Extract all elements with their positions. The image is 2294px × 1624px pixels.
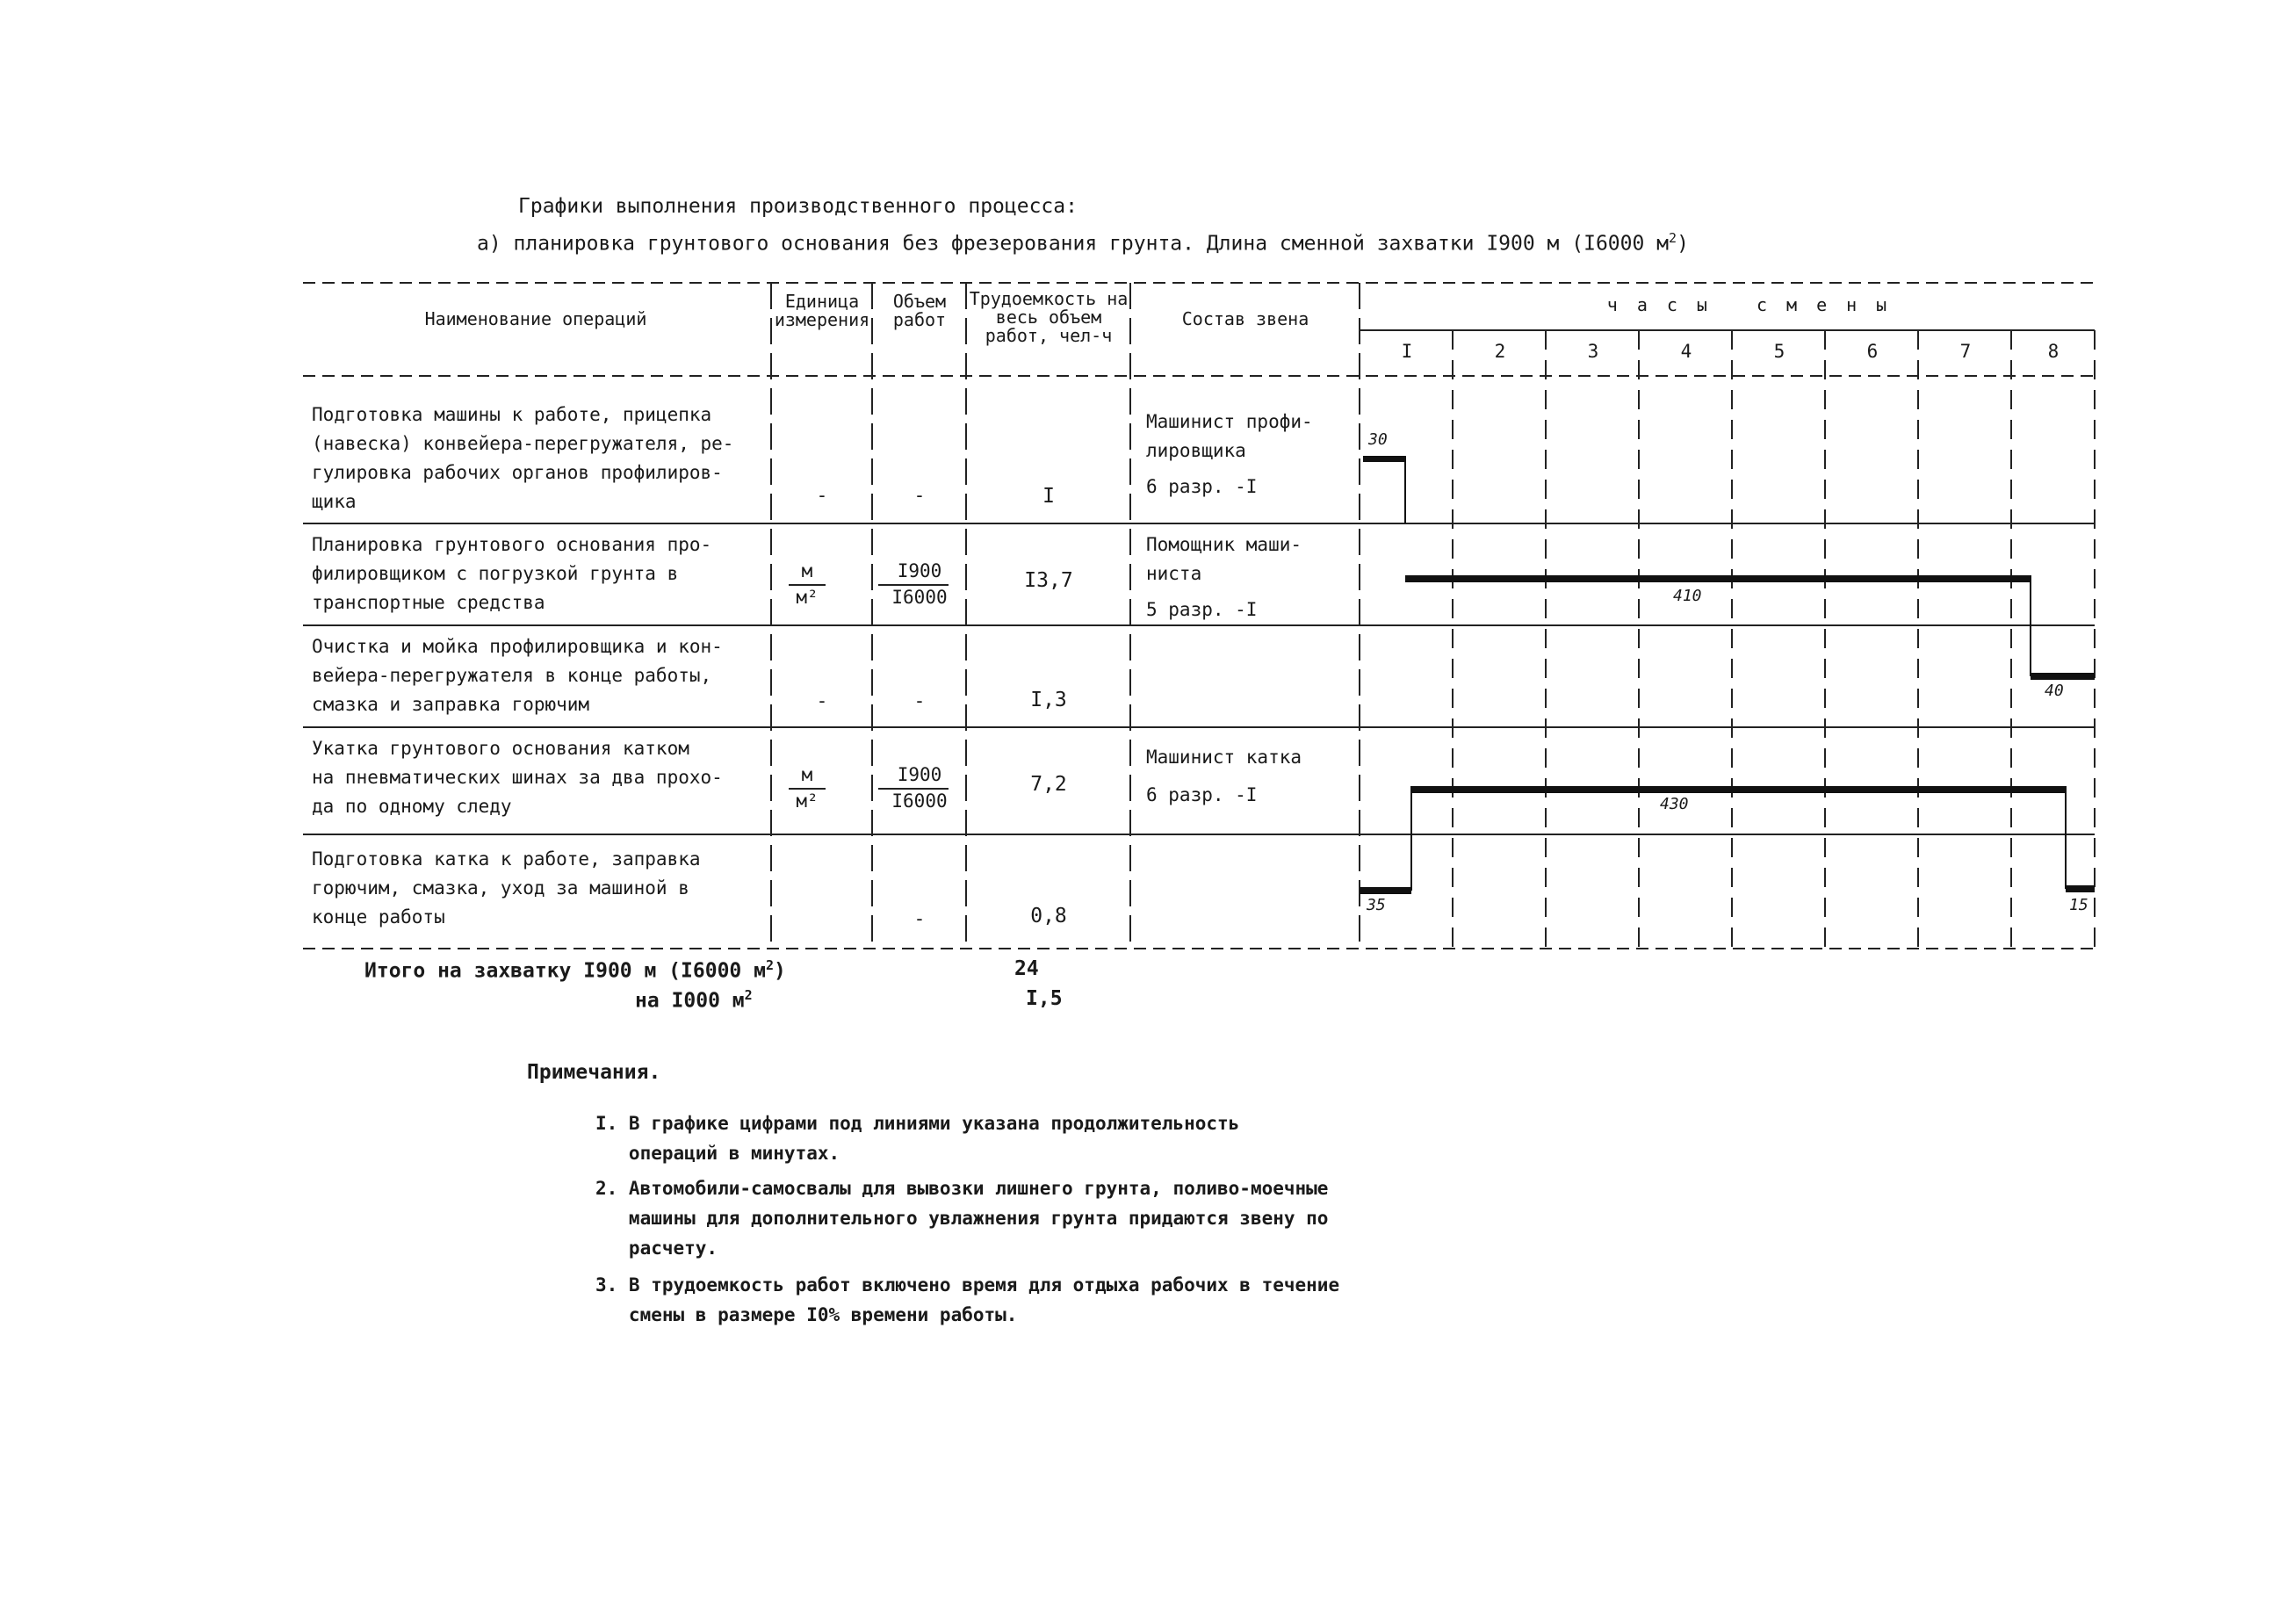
row3-op-line1: Очистка и мойка профилировщика и кон- (312, 636, 723, 657)
row4-op-line1: Укатка грунтового основания катком (312, 738, 689, 759)
bar-row1 (1363, 456, 1405, 462)
page-heading: Графики выполнения производственного процесса: (518, 195, 1078, 218)
bar-row2 (1405, 575, 2031, 582)
table-row (312, 845, 701, 932)
bar-row5-start (1360, 887, 1411, 894)
row1-volume: - (913, 485, 926, 506)
row1-crew-line2: лировщика (1146, 440, 1246, 461)
hour-6: 6 (1866, 341, 1879, 362)
hour-1: I (1401, 341, 1413, 362)
hour-8: 8 (2047, 341, 2060, 362)
total-line1-value: 24 (1014, 957, 1039, 980)
hour-7: 7 (1959, 341, 1972, 362)
row4-duration: 430 (1660, 795, 1689, 813)
row4-volume-bottom: I6000 (891, 790, 948, 812)
row4-labor: 7,2 (1030, 773, 1067, 796)
row5-op-line2: горючим, смазка, уход за машиной в (312, 877, 689, 899)
row1-op-line3: гулировка рабочих органов профилиров- (312, 462, 723, 483)
notes-title: Примечания. (527, 1061, 661, 1084)
row4-crew (1146, 743, 1302, 810)
total-line1-tail: ) (774, 959, 786, 983)
row5-volume: - (913, 908, 926, 929)
total-line1-sup: 2 (765, 957, 774, 973)
row2-crew-line3: 5 разр. -I (1146, 599, 1258, 620)
total-line1-text: Итого на захватку I900 м (I6000 м (364, 959, 766, 983)
row2-crew-line1: Помощник маши- (1146, 534, 1302, 555)
row2-op-line3: транспортные средства (312, 592, 545, 613)
row4-op-line3: да по одному следу (312, 796, 512, 817)
row1-crew-line1: Машинист профи- (1146, 411, 1313, 432)
row4-unit-bottom: м² (796, 790, 819, 812)
note-2 (595, 1173, 1328, 1263)
row3-op-line3: смазка и заправка горючим (312, 694, 590, 715)
hour-2: 2 (1494, 341, 1506, 362)
row1-unit: - (816, 485, 828, 506)
subheading-tail: ) (1677, 232, 1689, 256)
row3-unit: - (816, 690, 828, 711)
header-labor: Трудоемкость на весь объем работ, чел-ч (969, 288, 1129, 346)
row1-duration: 30 (1368, 430, 1388, 449)
total-line2-text: на I000 м (635, 989, 745, 1013)
hour-3: 3 (1587, 341, 1599, 362)
row1-op-line2: (навеска) конвейера-перегружателя, ре- (312, 433, 734, 454)
hour-5: 5 (1773, 341, 1785, 362)
note-3-line2: смены в размере I0% времени работы. (595, 1304, 1018, 1325)
row2-volume-bottom: I6000 (891, 587, 948, 608)
row1-labor: I (1042, 485, 1055, 508)
row4-crew-line2: 6 разр. -I (1146, 784, 1258, 805)
note-2-line2: машины для дополнительного увлажнения грунта придаются звену по (595, 1208, 1329, 1229)
row5-duration-start: 35 (1367, 896, 1386, 914)
row4-unit-top: м (801, 764, 813, 785)
total-line2 (635, 987, 753, 1013)
row3-volume: - (913, 690, 926, 711)
note-3-line1: 3. В трудоемкость работ включено время для отдыха рабочих в течение (595, 1274, 1340, 1296)
row2-unit-top: м (801, 560, 813, 581)
row5-op-line1: Подготовка катка к работе, заправка (312, 848, 701, 870)
row3-duration: 40 (2045, 682, 2064, 700)
row5-labor: 0,8 (1030, 905, 1067, 927)
header-hours-title: часы смены (1606, 294, 1907, 315)
subheading-text: а) планировка грунтового основания без фрезерования грунта. Длина сменной захватки I900 м (I6000 м (477, 232, 1670, 256)
total-line2-value: I,5 (1026, 987, 1063, 1010)
row5-op-line3: конце работы (312, 906, 445, 927)
bar-row3 (2031, 673, 2095, 680)
table-row (312, 632, 723, 719)
row1-crew (1146, 408, 1313, 502)
row2-duration: 410 (1673, 587, 1702, 605)
table-row (312, 734, 723, 821)
row3-labor: I,3 (1030, 689, 1067, 711)
row5-duration-end: 15 (2069, 896, 2088, 914)
row2-op-line1: Планировка грунтового основания про- (312, 534, 712, 555)
row4-op-line2: на пневматических шинах за два прохо- (312, 767, 723, 788)
row4-volume-top: I900 (897, 764, 942, 785)
subheading-sup: 2 (1669, 230, 1677, 246)
note-3 (595, 1270, 1339, 1330)
row4-crew-line1: Машинист катка (1146, 747, 1302, 768)
total-line1 (364, 957, 786, 983)
row2-op-line2: филировщиком с погрузкой грунта в (312, 563, 679, 584)
row2-crew-line2: ниста (1146, 563, 1202, 584)
page-subheading (477, 230, 1689, 256)
hour-4: 4 (1680, 341, 1692, 362)
header-volume: Объем работ (892, 291, 947, 330)
row2-crew (1146, 531, 1302, 624)
note-2-line3: расчету. (595, 1238, 718, 1259)
row1-crew-line3: 6 разр. -I (1146, 476, 1258, 497)
row2-volume-top: I900 (897, 560, 942, 581)
header-unit: Единица измерения (774, 291, 870, 330)
header-operation: Наименование операций (424, 308, 647, 329)
note-1 (595, 1108, 1239, 1168)
table-row (312, 401, 733, 516)
total-line2-sup: 2 (744, 987, 753, 1003)
bar-row4 (1411, 786, 2066, 793)
note-1-line2: операций в минутах. (595, 1143, 840, 1164)
note-1-line1: I. В графике цифрами под линиями указана продолжительность (595, 1113, 1240, 1134)
row1-op-line1: Подготовка машины к работе, прицепка (312, 404, 712, 425)
row1-op-line4: щика (312, 491, 357, 512)
bar-row5-end (2066, 885, 2095, 892)
row2-unit-bottom: м² (796, 587, 819, 608)
header-crew: Состав звена (1181, 308, 1309, 329)
table-row (312, 531, 711, 617)
note-2-line1: 2. Автомобили-самосвалы для вывозки лишнего грунта, поливо-моечные (595, 1178, 1329, 1199)
row2-labor: I3,7 (1024, 569, 1073, 592)
row3-op-line2: вейера-перегружателя в конце работы, (312, 665, 712, 686)
